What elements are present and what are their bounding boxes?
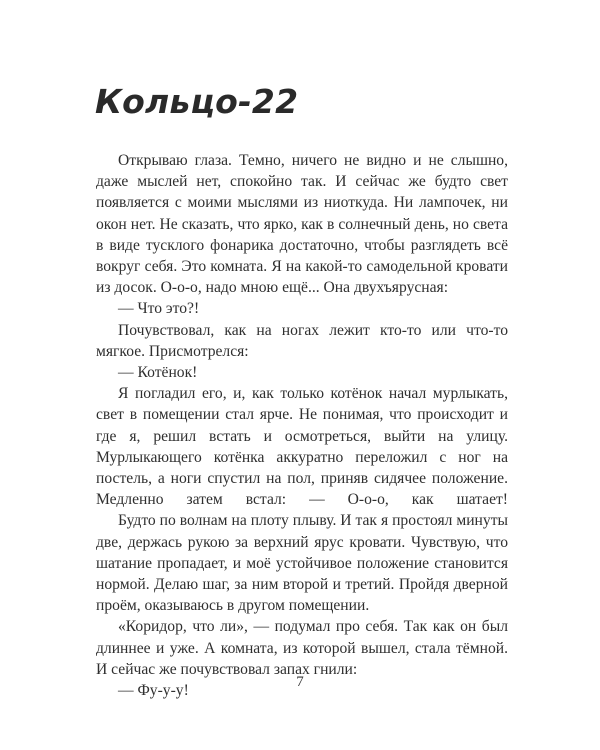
paragraph-dialogue: — Что это?! (118, 300, 200, 318)
paragraph-dialogue: — Котёнок! (118, 364, 198, 382)
paragraph: Будто по волнам на плоту плыву. И так я простоял минуты две, держась рукою за верхний ярус кровати. Чувствую, что шатание пропадает, и моё устойчивое положение становится нормой. Делаю шаг, за ним второй и третий. Пройдя дверной проём, оказываюсь в другом помещении. (96, 512, 508, 615)
paragraph: Почувствовал, как на ногах лежит кто-то или что-то мягкое. Присмотрелся: (96, 321, 508, 360)
paragraph: Открываю глаза. Темно, ничего не видно и не слышно, даже мыслей нет, спокойно так. И сейчас же будто свет появляется с моими мыслями из ниоткуда. Ни лампочек, ни окон нет. Не сказать, что ярко, как в солнечный день, но света в виде тусклого фонарика достаточно, чтобы разглядеть всё вокруг себя. Это комната. Я на какой-то самодельной кровати из досок. О-о-о, надо мною ещё... Она двухъярусная: (96, 152, 508, 297)
page-number: 7 (296, 674, 304, 690)
paragraph-dialogue: — Фу-у-у! (118, 682, 189, 700)
paragraph: Я погладил его, и, как только котёнок начал мурлыкать, свет в помещении стал ярче. Не понимая, что происходит и где я, решил встать и осмотреться, выйти на улицу. Мурлыкающего котёнка аккуратно переложил с ног на постель, а ноги спустил на пол, приняв сидячее положение. Медленно затем встал: — О-о-о, как шатает! (96, 385, 508, 509)
chapter-title: Кольцо-22 (95, 82, 299, 121)
paragraph: «Коридор, что ли», — подумал про себя. Так как он был длиннее и уже. А комната, из которой вышел, стала тёмной. И сейчас же почувствовал запах гнили: (96, 618, 508, 678)
chapter-text (96, 150, 508, 701)
